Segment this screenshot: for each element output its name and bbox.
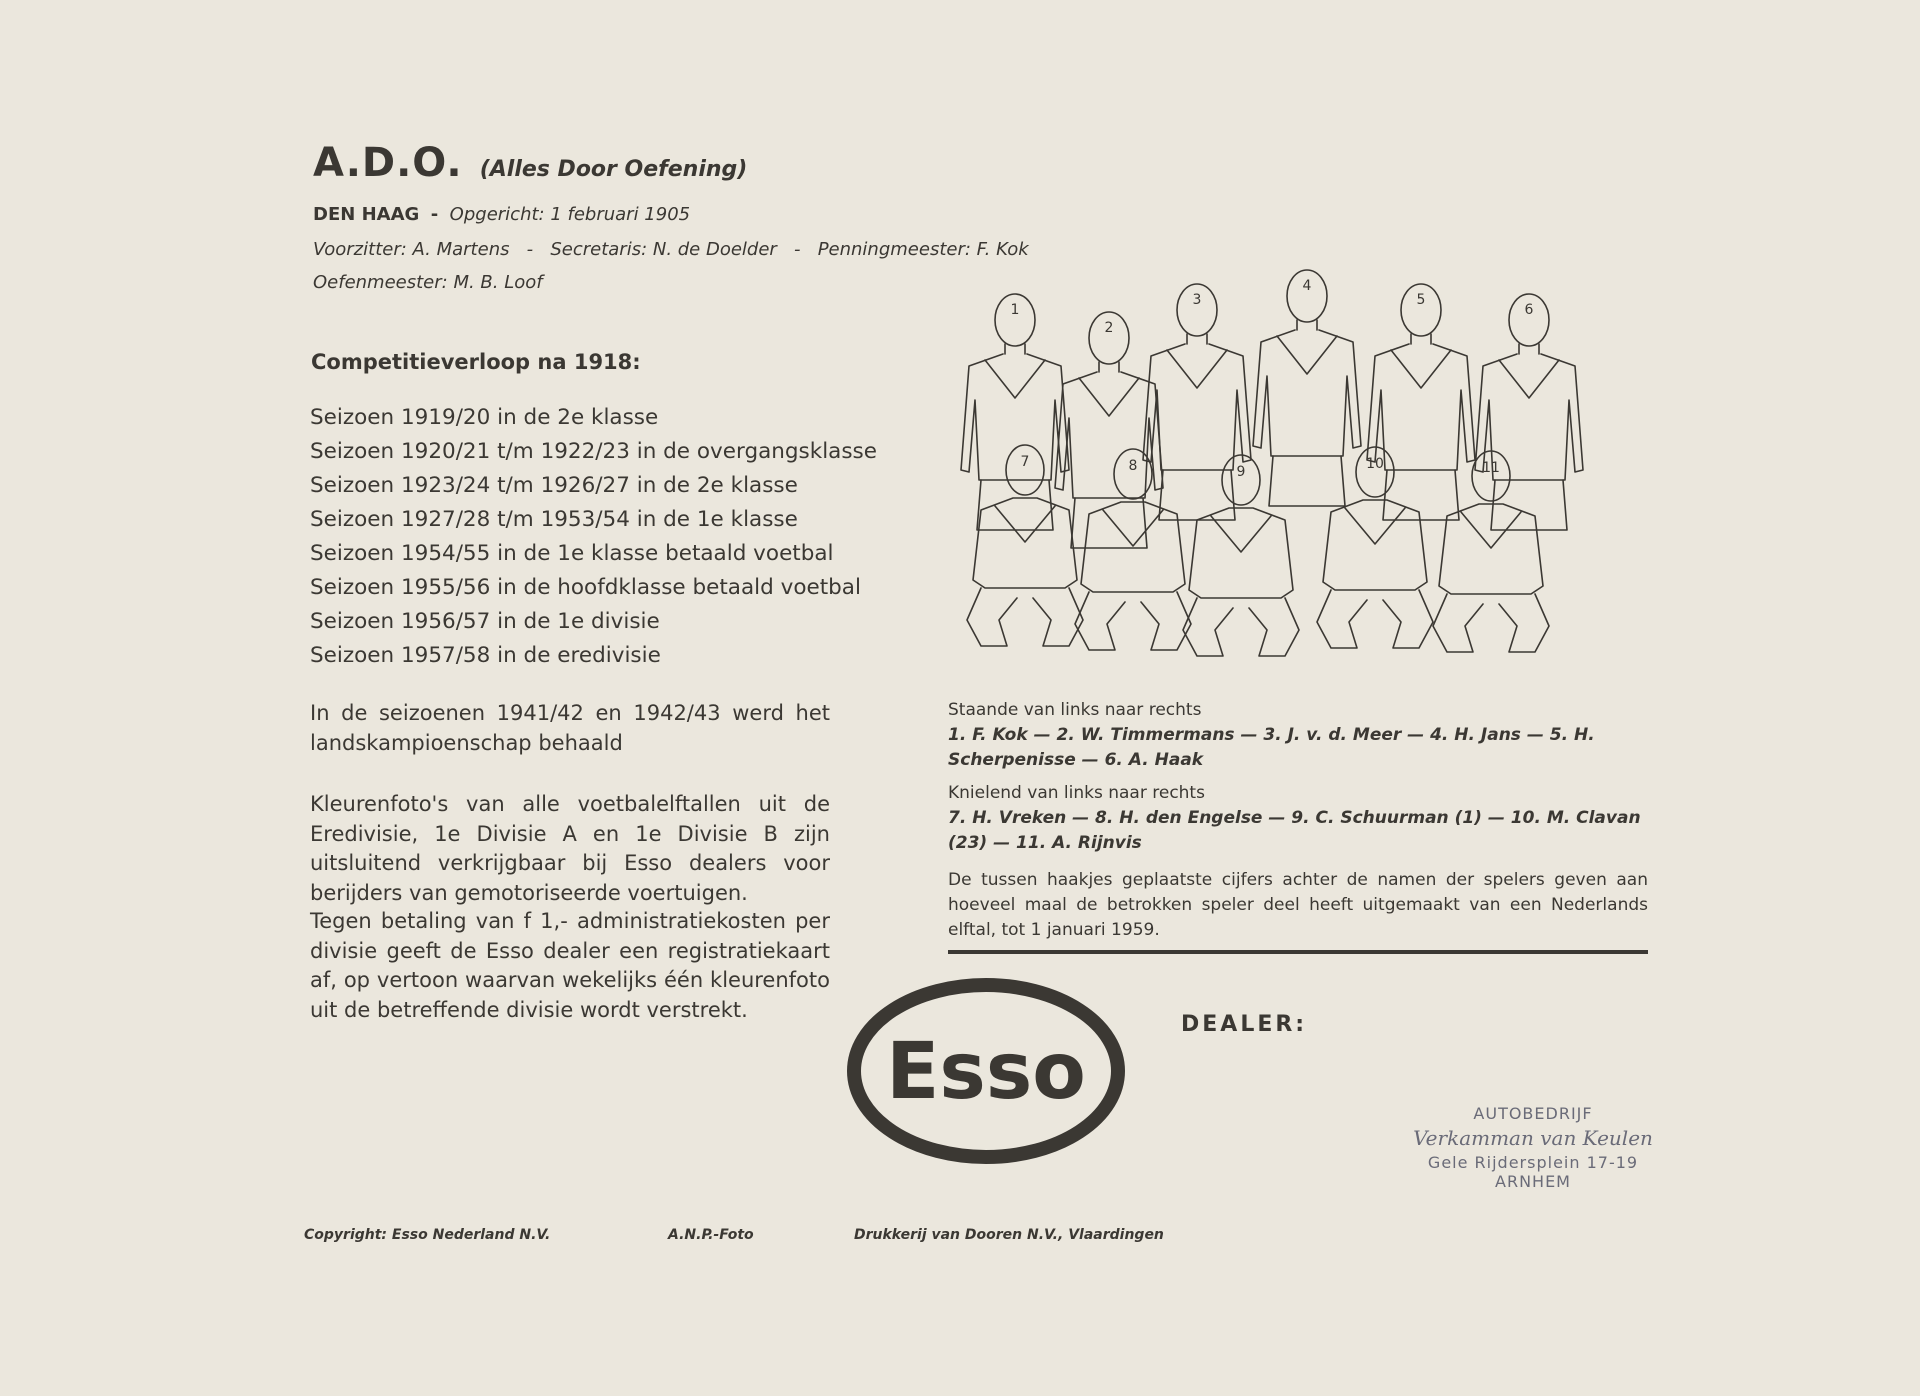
player-number-label: 9 [1236, 464, 1246, 480]
season-list [310, 401, 877, 673]
chairman: Voorzitter: A. Martens [313, 239, 510, 260]
kneeling-names: 7. H. Vreken — 8. H. den Engelse — 9. C. Schuurman (1) — 10. M. Clavan (23) — 11. A. Rijnvis [948, 808, 1641, 853]
stamp-line: ARNHEM [1495, 1172, 1571, 1191]
player-number-label: 6 [1524, 302, 1534, 318]
footer-photo-credit: A.N.P.-Foto [668, 1227, 754, 1243]
player-number-label: 10 [1366, 456, 1384, 472]
season-item: Seizoen 1956/57 in de 1e divisie [310, 609, 660, 634]
player-number-label: 11 [1482, 460, 1500, 476]
dealer-label: DEALER: [1181, 1012, 1308, 1037]
player-number-label: 3 [1192, 292, 1202, 308]
footer-printer: Drukkerij van Dooren N.V., Vlaardingen [854, 1227, 1164, 1243]
player-number-label: 1 [1010, 302, 1020, 318]
club-city-line [313, 204, 690, 225]
kneeling-player [1183, 455, 1299, 656]
stamp-line: Gele Rijdersplein 17-19 [1427, 1153, 1639, 1172]
treasurer: Penningmeester: F. Kok [817, 239, 1029, 260]
standing-label: Staande van links naar rechts [948, 700, 1202, 720]
divider [948, 950, 1648, 954]
season-item: Seizoen 1954/55 in de 1e klasse betaald voetbal [310, 541, 834, 566]
championship-text: In de seizoenen 1941/42 en 1942/43 werd het landskampioenschap behaald [310, 701, 830, 755]
standing-player [1367, 284, 1475, 520]
standing-names: 1. F. Kok — 2. W. Timmermans — 3. J. v. d. Meer — 4. H. Jans — 5. H. Scherpenisse — 6. A. Haak [948, 725, 1595, 770]
dealer-stamp [1398, 1104, 1668, 1191]
standing-player [961, 294, 1069, 530]
club-title: A.D.O. [313, 140, 463, 186]
club-city: DEN HAAG [313, 204, 420, 225]
separator: - [526, 239, 534, 260]
founded-date: Opgericht: 1 februari 1905 [449, 204, 691, 225]
kneeling-caption [948, 781, 1648, 856]
competition-heading: Competitieverloop na 1918: [311, 350, 641, 374]
player-number-label: 2 [1104, 320, 1114, 336]
player-number-label: 7 [1020, 454, 1030, 470]
standing-caption [948, 698, 1648, 773]
season-item: Seizoen 1923/24 t/m 1926/27 in de 2e klasse [310, 473, 798, 498]
photo-availability-text: Kleurenfoto's van alle voetbalelftallen uit de Eredivisie, 1e Divisie A en 1e Divisie B zijn uitsluitend verkrijgbaar bij Esso dealers voor berijders van gemotoriseerde voertuigen. [310, 792, 830, 905]
kneeling-player [1317, 447, 1433, 648]
kneeling-player [967, 445, 1083, 646]
season-item: Seizoen 1955/56 in de hoofdklasse betaald voetbal [310, 575, 861, 600]
club-title-row [313, 140, 747, 186]
player-number-label: 4 [1302, 278, 1312, 294]
separator: - [430, 204, 439, 225]
stamp-line: AUTOBEDRIJF [1473, 1104, 1593, 1123]
season-item: Seizoen 1957/58 in de eredivisie [310, 643, 661, 668]
team-line-drawing [945, 258, 1645, 678]
kneeling-player [1433, 451, 1549, 652]
season-item: Seizoen 1919/20 in de 2e klasse [310, 405, 659, 430]
esso-logo-text: Esso [886, 1027, 1086, 1117]
standing-player [1475, 294, 1583, 530]
club-subtitle: (Alles Door Oefening) [479, 157, 748, 182]
standing-player [1253, 270, 1361, 506]
esso-logo [846, 976, 1126, 1166]
separator: - [794, 239, 801, 260]
kneeling-player [1075, 449, 1191, 650]
season-item: Seizoen 1920/21 t/m 1922/23 in de overgangsklasse [310, 439, 877, 464]
trainer-line [313, 272, 543, 293]
footer-copyright: Copyright: Esso Nederland N.V. [304, 1227, 551, 1243]
secretary: Secretaris: N. de Doelder [550, 239, 777, 260]
player-number-label: 5 [1416, 292, 1426, 308]
player-number-label: 8 [1128, 458, 1138, 474]
kneeling-label: Knielend van links naar rechts [948, 783, 1205, 803]
stamp-line: Verkamman van Keulen [1413, 1126, 1653, 1150]
board-line [313, 239, 1029, 260]
trainer: Oefenmeester: M. B. Loof [313, 272, 543, 293]
standing-player [1143, 284, 1251, 520]
standing-player [1055, 312, 1163, 548]
registration-card-text: Tegen betaling van f 1,- administratiekosten per divisie geeft de Esso dealer een registratiekaart af, op vertoon waarvan wekelijks één kleurenfoto uit de betreffende divisie wordt verstrekt. [310, 909, 830, 1022]
caps-note: De tussen haakjes geplaatste cijfers achter de namen der spelers geven aan hoeveel maal de betrokken speler deel heeft uitgemaakt van een Nederlands elftal, tot 1 januari 1959. [948, 870, 1648, 940]
season-item: Seizoen 1927/28 t/m 1953/54 in de 1e klasse [310, 507, 798, 532]
